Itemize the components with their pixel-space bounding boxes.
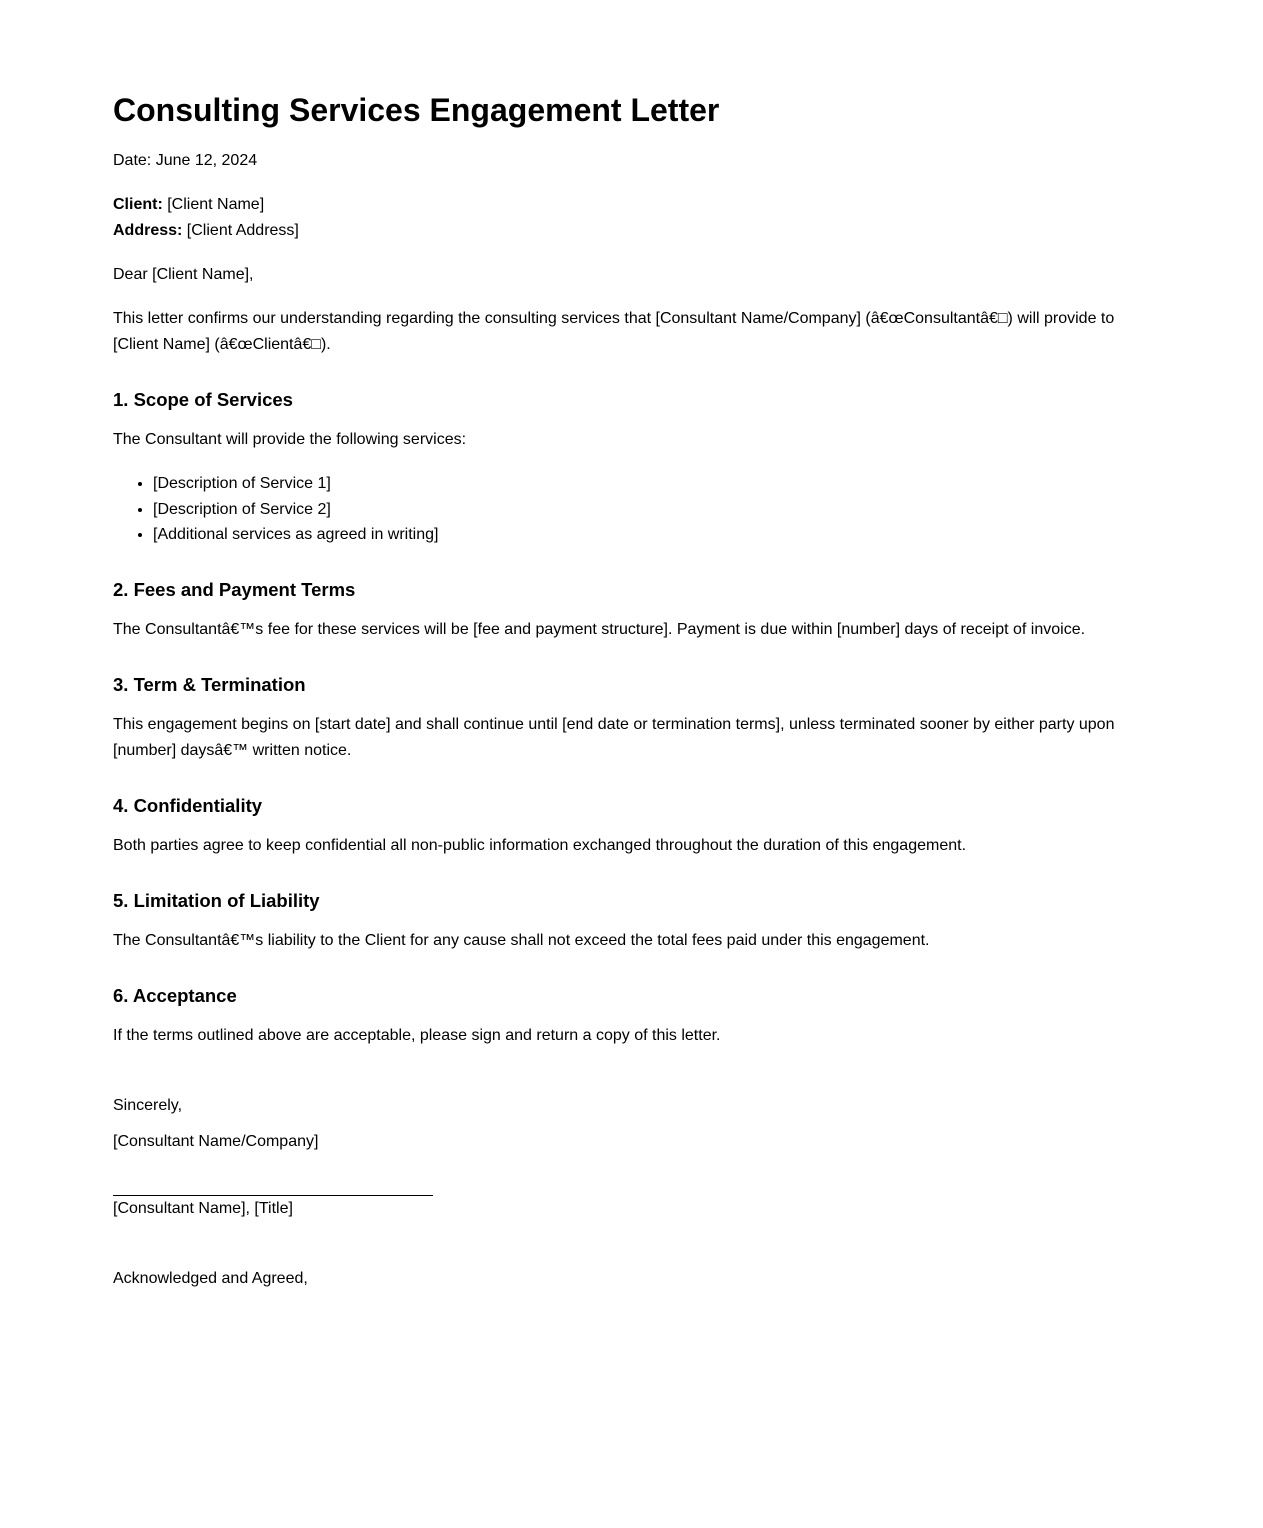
- acknowledgement: Acknowledged and Agreed,: [113, 1269, 308, 1287]
- client-label: Client:: [113, 196, 163, 213]
- section-body: The Consultantâ€™s fee for these services will be [fee and payment structure]. Payment is due within [number] days of receipt of invoice.: [113, 620, 1086, 638]
- list-item: • [Additional services as agreed in writing]: [153, 522, 1153, 548]
- section-confidentiality: [113, 793, 1153, 859]
- services-list: [113, 471, 1153, 548]
- section-heading: 4. Confidentiality: [113, 794, 263, 816]
- signature-block: [113, 1093, 1153, 1292]
- address-line: [113, 218, 1153, 244]
- section-body: The Consultantâ€™s liability to the Client for any cause shall not exceed the total fees paid under this engagement.: [113, 931, 930, 949]
- section-fees: [113, 577, 1153, 643]
- section-body: If the terms outlined above are acceptable, please sign and return a copy of this letter.: [113, 1026, 721, 1044]
- list-item: • [Description of Service 2]: [153, 497, 1153, 523]
- section-liability: [113, 888, 1153, 954]
- client-info: [113, 192, 1153, 244]
- consultant-company: [Consultant Name/Company]: [113, 1132, 319, 1150]
- section-term: [113, 672, 1153, 764]
- section-heading: 5. Limitation of Liability: [113, 889, 320, 911]
- client-value: [Client Name]: [162, 196, 265, 213]
- letter-date: Date: June 12, 2024: [113, 152, 258, 169]
- list-item: • [Description of Service 1]: [153, 471, 1153, 497]
- section-scope: [113, 387, 1153, 548]
- address-value: [Client Address]: [182, 222, 299, 239]
- letter-document: [113, 88, 1153, 1310]
- section-body: This engagement begins on [start date] and shall continue until [end date or termination terms], unless terminated sooner by either party upon [number] daysâ€™ written notice.: [113, 715, 1115, 759]
- intro-paragraph: This letter confirms our understanding regarding the consulting services that [Consultant Name/Company] (â€œConsultantâ€□) will provide to [Client Name] (â€œClientâ€□).: [113, 310, 1115, 353]
- section-heading: 3. Term & Termination: [113, 673, 306, 695]
- section-heading: 2. Fees and Payment Terms: [113, 578, 356, 600]
- signature-name: [Consultant Name], [Title]: [113, 1199, 293, 1217]
- section-heading: 6. Acceptance: [113, 984, 237, 1006]
- closing: Sincerely,: [113, 1096, 183, 1114]
- section-body: The Consultant will provide the following services:: [113, 431, 467, 448]
- client-line: [113, 192, 1153, 218]
- salutation: Dear [Client Name],: [113, 266, 254, 283]
- address-label: Address:: [113, 222, 183, 239]
- section-heading: 1. Scope of Services: [113, 389, 293, 410]
- section-acceptance: [113, 983, 1153, 1049]
- document-title: Consulting Services Engagement Letter: [113, 92, 720, 128]
- section-body: Both parties agree to keep confidential all non-public information exchanged throughout the duration of this engagement.: [113, 836, 967, 854]
